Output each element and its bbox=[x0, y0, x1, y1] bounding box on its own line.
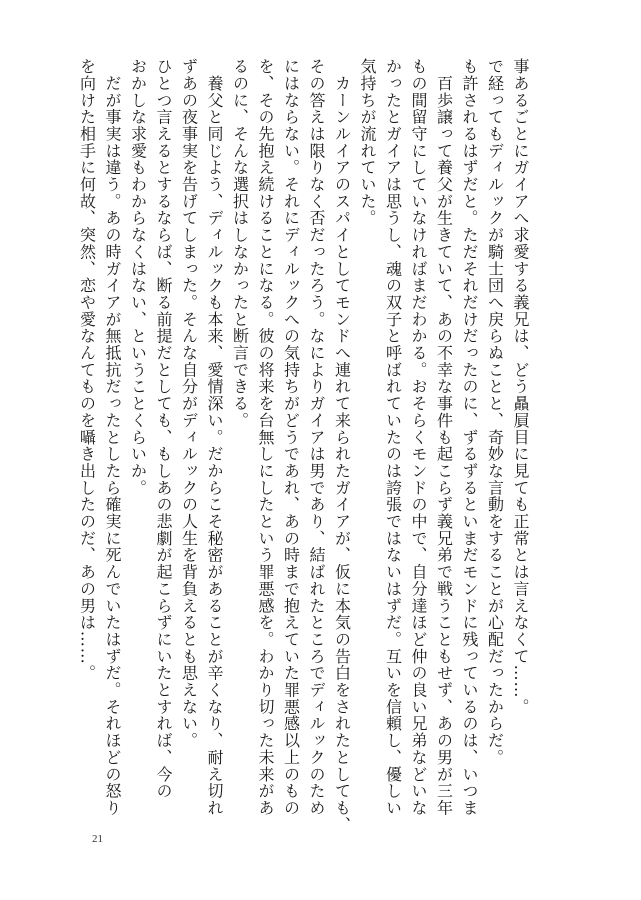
text-line: にはならない。それにディルックへの気持ちがどうであれ、あの時まで抱えていた罪悪感以上のもの bbox=[281, 58, 301, 817]
text-line: おかしな求愛もわからなくはない、ということくらいか。 bbox=[128, 58, 148, 497]
text-line: を、その先抱え続けることになる。彼の将来を台無しにしたという罪悪感を。わかり切った未来があ bbox=[256, 58, 275, 817]
text-line: 事あるごとにガイアへ求愛する義兄は、どう贔屓目に見ても正常とは言えなくて……。 bbox=[511, 58, 530, 716]
text-line: も許されるはずだと。ただそれだけだったのに、ずるずるといまだモンドに残っているのは、いつま bbox=[460, 58, 479, 817]
text-line: だが事実は違う。あの時ガイアが無抵抗だったとしたら確実に死んでいたはずだ。それほどの怒り bbox=[103, 58, 122, 817]
vertical-text-body bbox=[74, 58, 533, 834]
text-line: カーンルイアのスパイとしてモンドへ連れて来られたガイアが、仮に本気の告白をされたとしても、 bbox=[332, 58, 352, 834]
text-line: ずあの夜事実を告げてしまった。そんな自分がディルックの人生を背負えるとも思えない。 bbox=[179, 58, 199, 749]
page-number: 21 bbox=[92, 833, 103, 845]
text-line: かったとガイアは思うし、魂の双子と呼ばれていたのは誇張ではないはずだ。互いを信頼し、優しい bbox=[383, 58, 403, 817]
text-line: 養父と同じよう、ディルックも本来、愛情深い。だからこそ秘密があることが辛くなり、耐え切れ bbox=[205, 58, 224, 817]
text-line: で経ってもディルックが騎士団へ戻らぬことと、奇妙な言動をすることが心配だったからだ。 bbox=[485, 58, 505, 766]
text-line: 百歩譲って養父が生きていて、あの不幸な事件も起こらず義兄弟で戦うこともせず、あの男が三年 bbox=[434, 58, 454, 817]
text-line: るのに、そんな選択はしなかったと断言できる。 bbox=[230, 58, 250, 429]
text-line: その答えは限りなく否だったろう。なによりガイアは男であり、結ばれたところでディルックのため bbox=[307, 58, 326, 817]
text-line: 気持ちが流れていた。 bbox=[358, 58, 377, 227]
text-line: ひとつ言えるとするならば、断る前提だとしても、もしあの悲劇が起こらずにいたとすれば、今の bbox=[154, 58, 173, 800]
text-line: を向けた相手に何故、突然、恋や愛なんてものを囁き出したのだ、あの男は……。 bbox=[77, 58, 97, 682]
text-line: もの間留守にしていなければまだわかる。おそらくモンドの中で、自分達ほど仲の良い兄弟などいな bbox=[409, 58, 428, 817]
